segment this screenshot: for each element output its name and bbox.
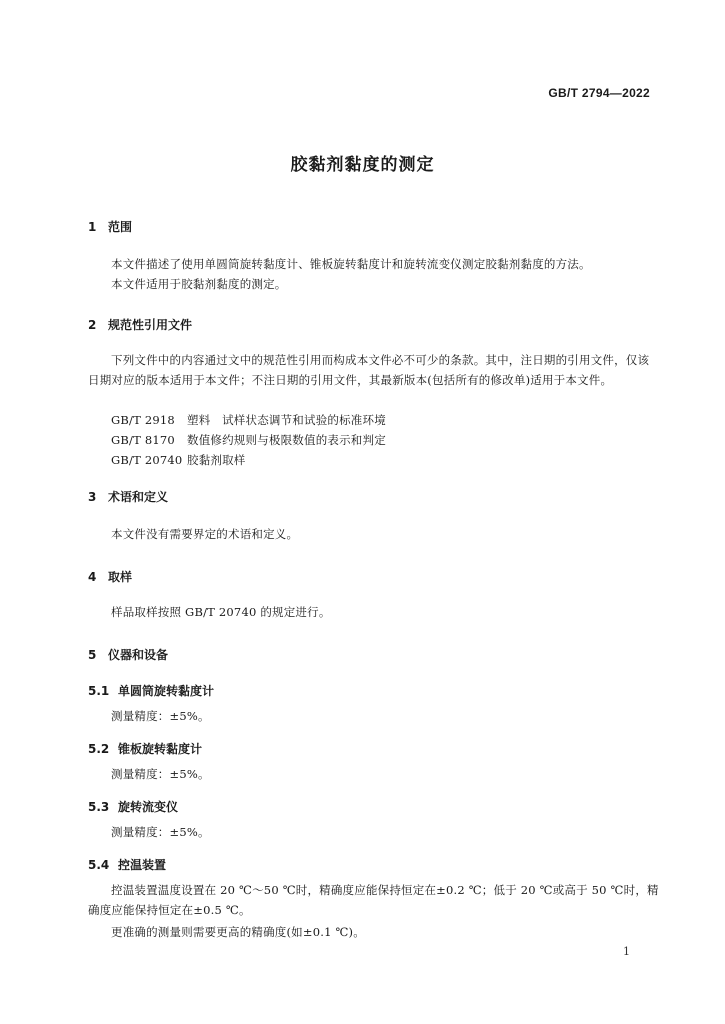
section-5-heading	[88, 646, 168, 663]
reference-title: 塑料 试样状态调节和试验的标准环境	[187, 413, 386, 427]
section-number: 5	[88, 648, 97, 662]
reference-code: GB/T 20740	[111, 453, 183, 467]
section-number: 3	[88, 490, 97, 504]
reference-item	[88, 410, 683, 430]
reference-code: GB/T 2918	[111, 413, 175, 427]
section-title: 取样	[108, 570, 133, 584]
reference-item	[88, 430, 683, 450]
subsection-5-1-heading	[88, 682, 214, 699]
subsection-number: 5.2	[88, 742, 110, 756]
section-3-para: 本文件没有需要界定的术语和定义。	[111, 527, 299, 541]
reference-code: GB/T 8170	[111, 433, 175, 447]
subsection-number: 5.4	[88, 858, 110, 872]
document-title: 胶黏剂黏度的测定	[290, 155, 435, 175]
subsection-title: 旋转流变仪	[118, 800, 179, 814]
subsection-5-3-heading	[88, 798, 178, 815]
subsection-title: 单圆筒旋转黏度计	[118, 684, 215, 698]
section-1-heading	[88, 218, 132, 235]
standard-number: GB/T 2794—2022	[548, 86, 650, 100]
section-4-heading	[88, 568, 132, 585]
reference-title: 数值修约规则与极限数值的表示和判定	[187, 433, 386, 447]
subsection-5-2-heading	[88, 740, 202, 757]
subsection-5-3-para: 测量精度：±5%。	[111, 825, 210, 839]
section-number: 1	[88, 220, 97, 234]
subsection-5-4-heading	[88, 856, 166, 873]
section-title: 规范性引用文件	[108, 318, 193, 332]
subsection-title: 控温装置	[118, 858, 167, 872]
section-number: 4	[88, 570, 97, 584]
reference-title: 胶黏剂取样	[187, 453, 246, 467]
subsection-5-4-para-1: 控温装置温度设置在 20 ℃～50 ℃时，精确度应能保持恒定在±0.2 ℃；低于 20 ℃或高于 50 ℃时，精确度应能保持恒定在±0.5 ℃。	[88, 883, 659, 917]
subsection-number: 5.1	[88, 684, 110, 698]
subsection-5-2-para: 测量精度：±5%。	[111, 767, 210, 781]
subsection-title: 锥板旋转黏度计	[118, 742, 203, 756]
section-4-para: 样品取样按照 GB/T 20740 的规定进行。	[111, 605, 331, 619]
section-3-heading	[88, 488, 168, 505]
subsection-number: 5.3	[88, 800, 110, 814]
subsection-5-4-para-2: 更准确的测量则需要更高的精确度(如±0.1 ℃)。	[111, 925, 365, 939]
section-title: 术语和定义	[108, 490, 169, 504]
reference-item	[88, 450, 683, 470]
section-2-heading	[88, 316, 192, 333]
subsection-5-1-para: 测量精度：±5%。	[111, 709, 210, 723]
section-1-para-1: 本文件描述了使用单圆筒旋转黏度计、锥板旋转黏度计和旋转流变仪测定胶黏剂黏度的方法。	[111, 257, 591, 271]
section-1-para-2: 本文件适用于胶黏剂黏度的测定。	[111, 277, 287, 291]
page-number: 1	[623, 945, 630, 958]
section-title: 范围	[108, 220, 133, 234]
section-title: 仪器和设备	[108, 648, 169, 662]
section-2-para: 下列文件中的内容通过文中的规范性引用而构成本文件必不可少的条款。其中，注日期的引用文件，仅该日期对应的版本适用于本文件；不注日期的引用文件，其最新版本(包括所有的修改单)适用于本文件。	[88, 353, 650, 387]
section-number: 2	[88, 318, 97, 332]
